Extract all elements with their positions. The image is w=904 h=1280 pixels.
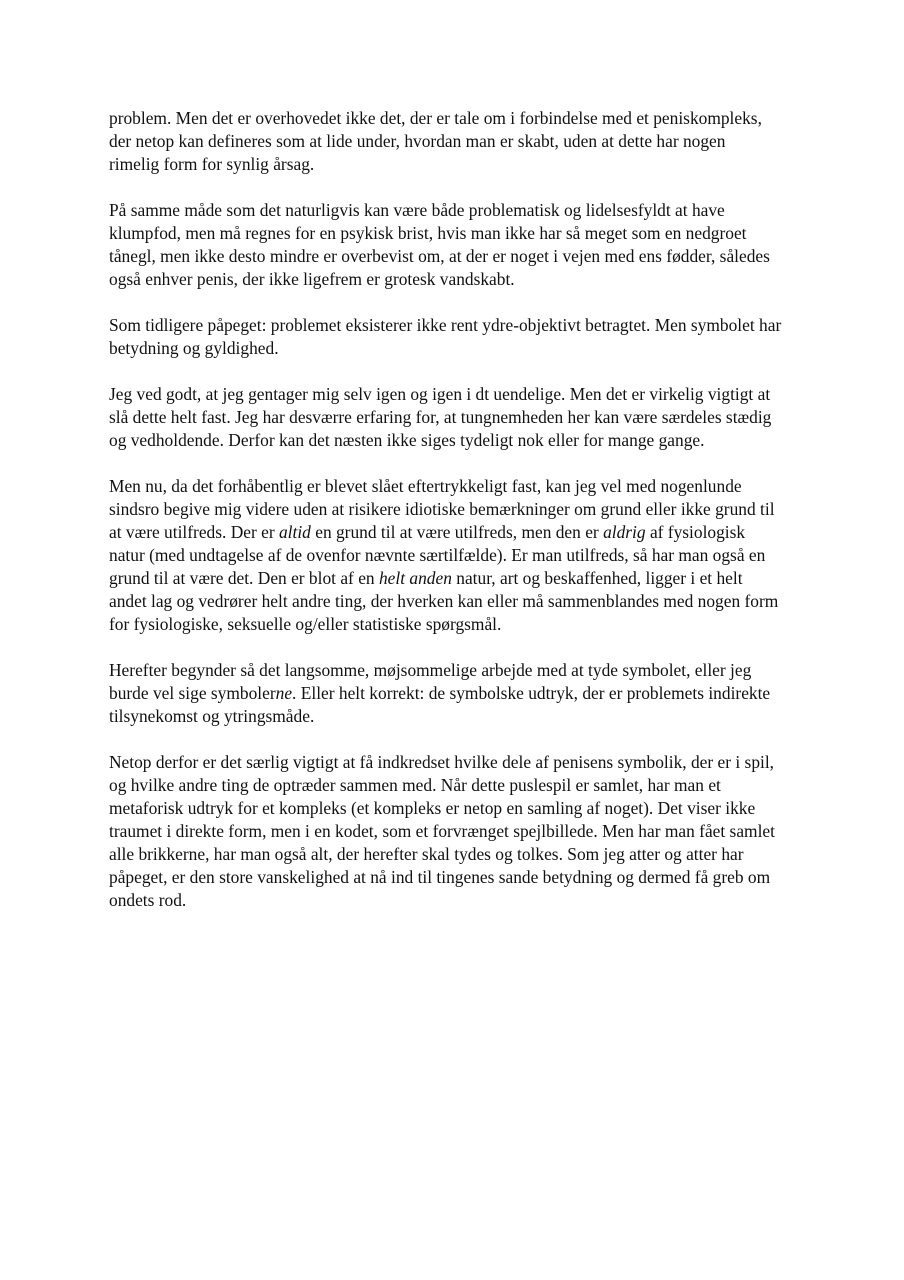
- emphasis-text: helt anden: [378, 568, 452, 588]
- paragraph-2: [109, 199, 809, 291]
- line: grund til at være det. Den er blot af en helt anden natur, art og beskaffenhed, ligger i et helt: [109, 568, 743, 588]
- line: også enhver penis, der ikke ligefrem er grotesk vandskabt.: [109, 269, 515, 289]
- line: Men nu, da det forhåbentlig er blevet slået eftertrykkeligt fast, kan jeg vel med nogenlunde: [109, 476, 742, 496]
- line: Herefter begynder så det langsomme, møjsommelige arbejde med at tyde symbolet, eller jeg: [109, 660, 752, 680]
- paragraph-1: [109, 107, 809, 176]
- line: og hvilke andre ting de optræder sammen med. Når dette puslespil er samlet, har man et: [109, 775, 721, 795]
- line: metaforisk udtryk for et kompleks (et kompleks er netop en samling af noget). Det viser ikke: [109, 798, 756, 818]
- line: problem. Men det er overhovedet ikke det, der er tale om i forbindelse med et peniskompleks,: [109, 108, 762, 128]
- line: traumet i direkte form, men i en kodet, som et forvrænget spejlbillede. Men har man fået samlet: [109, 821, 775, 841]
- line: tånegl, men ikke desto mindre er overbevist om, at der er noget i vejen med ens fødder, således: [109, 246, 770, 266]
- line: og vedholdende. Derfor kan det næsten ikke siges tydeligt nok eller for mange gange.: [109, 430, 705, 450]
- line: Jeg ved godt, at jeg gentager mig selv igen og igen i dt uendelige. Men det er virkelig vigtigt at: [109, 384, 771, 404]
- emphasis-text: altid: [278, 522, 311, 542]
- line: der netop kan defineres som at lide under, hvordan man er skabt, uden at dette har nogen: [109, 131, 726, 151]
- paragraph-3: [109, 314, 809, 360]
- paragraph-5: [109, 475, 809, 636]
- line: rimelig form for synlig årsag.: [109, 154, 315, 174]
- line: Netop derfor er det særlig vigtigt at få indkredset hvilke dele af penisens symbolik, der er i spil,: [109, 752, 775, 772]
- line: påpeget, er den store vanskelighed at nå ind til tingenes sande betydning og dermed få greb om: [109, 867, 771, 887]
- line: andet lag og vedrører helt andre ting, der hverken kan eller må sammenblandes med nogen form: [109, 591, 779, 611]
- line: for fysiologiske, seksuelle og/eller statistiske spørgsmål.: [109, 614, 502, 634]
- emphasis-text: aldrig: [603, 522, 646, 542]
- line: sindsro begive mig videre uden at risikere idiotiske bemærkninger om grund eller ikke grund til: [109, 499, 775, 519]
- line: slå dette helt fast. Jeg har desværre erfaring for, at tungnemheden her kan være særdeles stædig: [109, 407, 772, 427]
- line: burde vel sige symbolerne. Eller helt korrekt: de symbolske udtryk, der er problemets indirekte: [109, 683, 771, 703]
- line: alle brikkerne, har man også alt, der herefter skal tydes og tolkes. Som jeg atter og atter har: [109, 844, 744, 864]
- line: Som tidligere påpeget: problemet eksisterer ikke rent ydre-objektivt betragtet. Men symbolet har: [109, 315, 782, 335]
- emphasis-text: ne: [275, 683, 293, 703]
- paragraph-7: [109, 751, 809, 912]
- line: På samme måde som det naturligvis kan være både problematisk og lidelsesfyldt at have: [109, 200, 725, 220]
- line: betydning og gyldighed.: [109, 338, 279, 358]
- document-body: [109, 107, 809, 935]
- line: ondets rod.: [109, 890, 187, 910]
- line: at være utilfreds. Der er altid en grund til at være utilfreds, men den er aldrig af fysiologisk: [109, 522, 746, 542]
- line: tilsynekomst og ytringsmåde.: [109, 706, 315, 726]
- paragraph-4: [109, 383, 809, 452]
- line: natur (med undtagelse af de ovenfor nævnte særtilfælde). Er man utilfreds, så har man også en: [109, 545, 766, 565]
- paragraph-6: [109, 659, 809, 728]
- line: klumpfod, men må regnes for en psykisk brist, hvis man ikke har så meget som en nedgroet: [109, 223, 747, 243]
